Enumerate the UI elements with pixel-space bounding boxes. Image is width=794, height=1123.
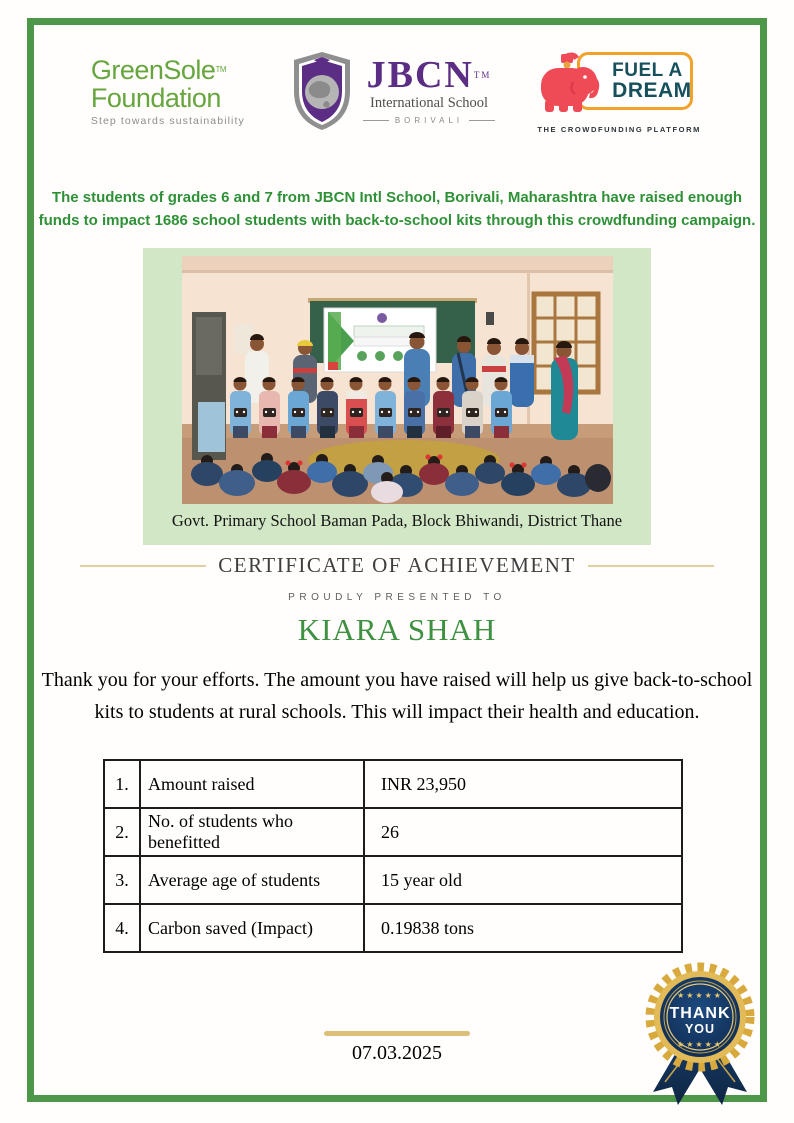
badge-line1: THANK	[669, 1005, 731, 1022]
thank-you-badge	[641, 956, 759, 1106]
recipient-name: KIARA SHAH	[297, 612, 497, 647]
fueladream-logo	[535, 48, 703, 134]
badge-stars-top: ★★★★★	[677, 991, 723, 1000]
jbcn-location: BORIVALI	[394, 116, 464, 125]
row-value: 15 year old	[364, 856, 682, 904]
certificate-heading: CERTIFICATE OF ACHIEVEMENT	[218, 553, 576, 577]
jbcn-trademark: TM	[473, 70, 492, 80]
table-row	[104, 904, 682, 952]
badge-line2: YOU	[684, 1022, 716, 1036]
photo-caption: Govt. Primary School Baman Pada, Block Bhiwandi, District Thane	[171, 511, 623, 530]
row-number: 4.	[104, 904, 140, 952]
table-row	[104, 808, 682, 856]
jbcn-divider-left	[363, 120, 389, 121]
greensole-name-line1: GreenSole	[90, 54, 216, 85]
presented-label: PROUDLY PRESENTED TO	[288, 592, 506, 603]
fueladream-elephant-icon	[535, 48, 607, 120]
campaign-intro-text: The students of grades 6 and 7 from JBCN Intl School, Borivali, Maharashtra have raised enough funds to impact 1686 school students with back-to-school kits through this crowdfunding campaign.	[38, 189, 756, 229]
jbcn-logo	[291, 51, 495, 131]
certificate-heading-row	[0, 553, 794, 578]
jbcn-subtitle: International School	[370, 95, 488, 111]
row-value: 0.19838 tons	[364, 904, 682, 952]
jbcn-shield-icon	[291, 51, 353, 131]
certificate-date: 07.03.2025	[352, 1042, 442, 1064]
fueladream-name-line2: DREAM	[612, 79, 692, 102]
thank-you-message: Thank you for your efforts. The amount you have raised will help us give back-to-school kits to students at rural schools. This will impact their health and education.	[41, 669, 753, 723]
greensole-logo	[91, 56, 251, 127]
row-label: No. of students who benefitted	[140, 808, 364, 856]
jbcn-divider-right	[469, 120, 495, 121]
greensole-trademark: TM	[215, 64, 226, 74]
greensole-tagline: Step towards sustainability	[90, 114, 245, 127]
row-value: 26	[364, 808, 682, 856]
school-photo	[182, 256, 613, 504]
table-row	[104, 760, 682, 808]
greensole-name-line2: Foundation	[90, 82, 221, 113]
heading-line-right	[588, 565, 714, 567]
table-row	[104, 856, 682, 904]
row-number: 2.	[104, 808, 140, 856]
row-value: INR 23,950	[364, 760, 682, 808]
fueladream-tagline: THE CROWDFUNDING PLATFORM	[537, 125, 701, 134]
row-label: Carbon saved (Impact)	[140, 904, 364, 952]
impact-table	[103, 759, 683, 953]
row-number: 1.	[104, 760, 140, 808]
fueladream-name-line1: FUEL A	[612, 60, 683, 81]
photo-panel	[143, 248, 651, 545]
gold-divider-line	[324, 1031, 470, 1036]
jbcn-name: JBCN	[366, 54, 474, 96]
row-label: Amount raised	[140, 760, 364, 808]
heading-line-left	[80, 565, 206, 567]
row-number: 3.	[104, 856, 140, 904]
partner-logos-row	[0, 48, 794, 134]
row-label: Average age of students	[140, 856, 364, 904]
badge-stars-bottom: ★★★★★	[677, 1040, 723, 1049]
